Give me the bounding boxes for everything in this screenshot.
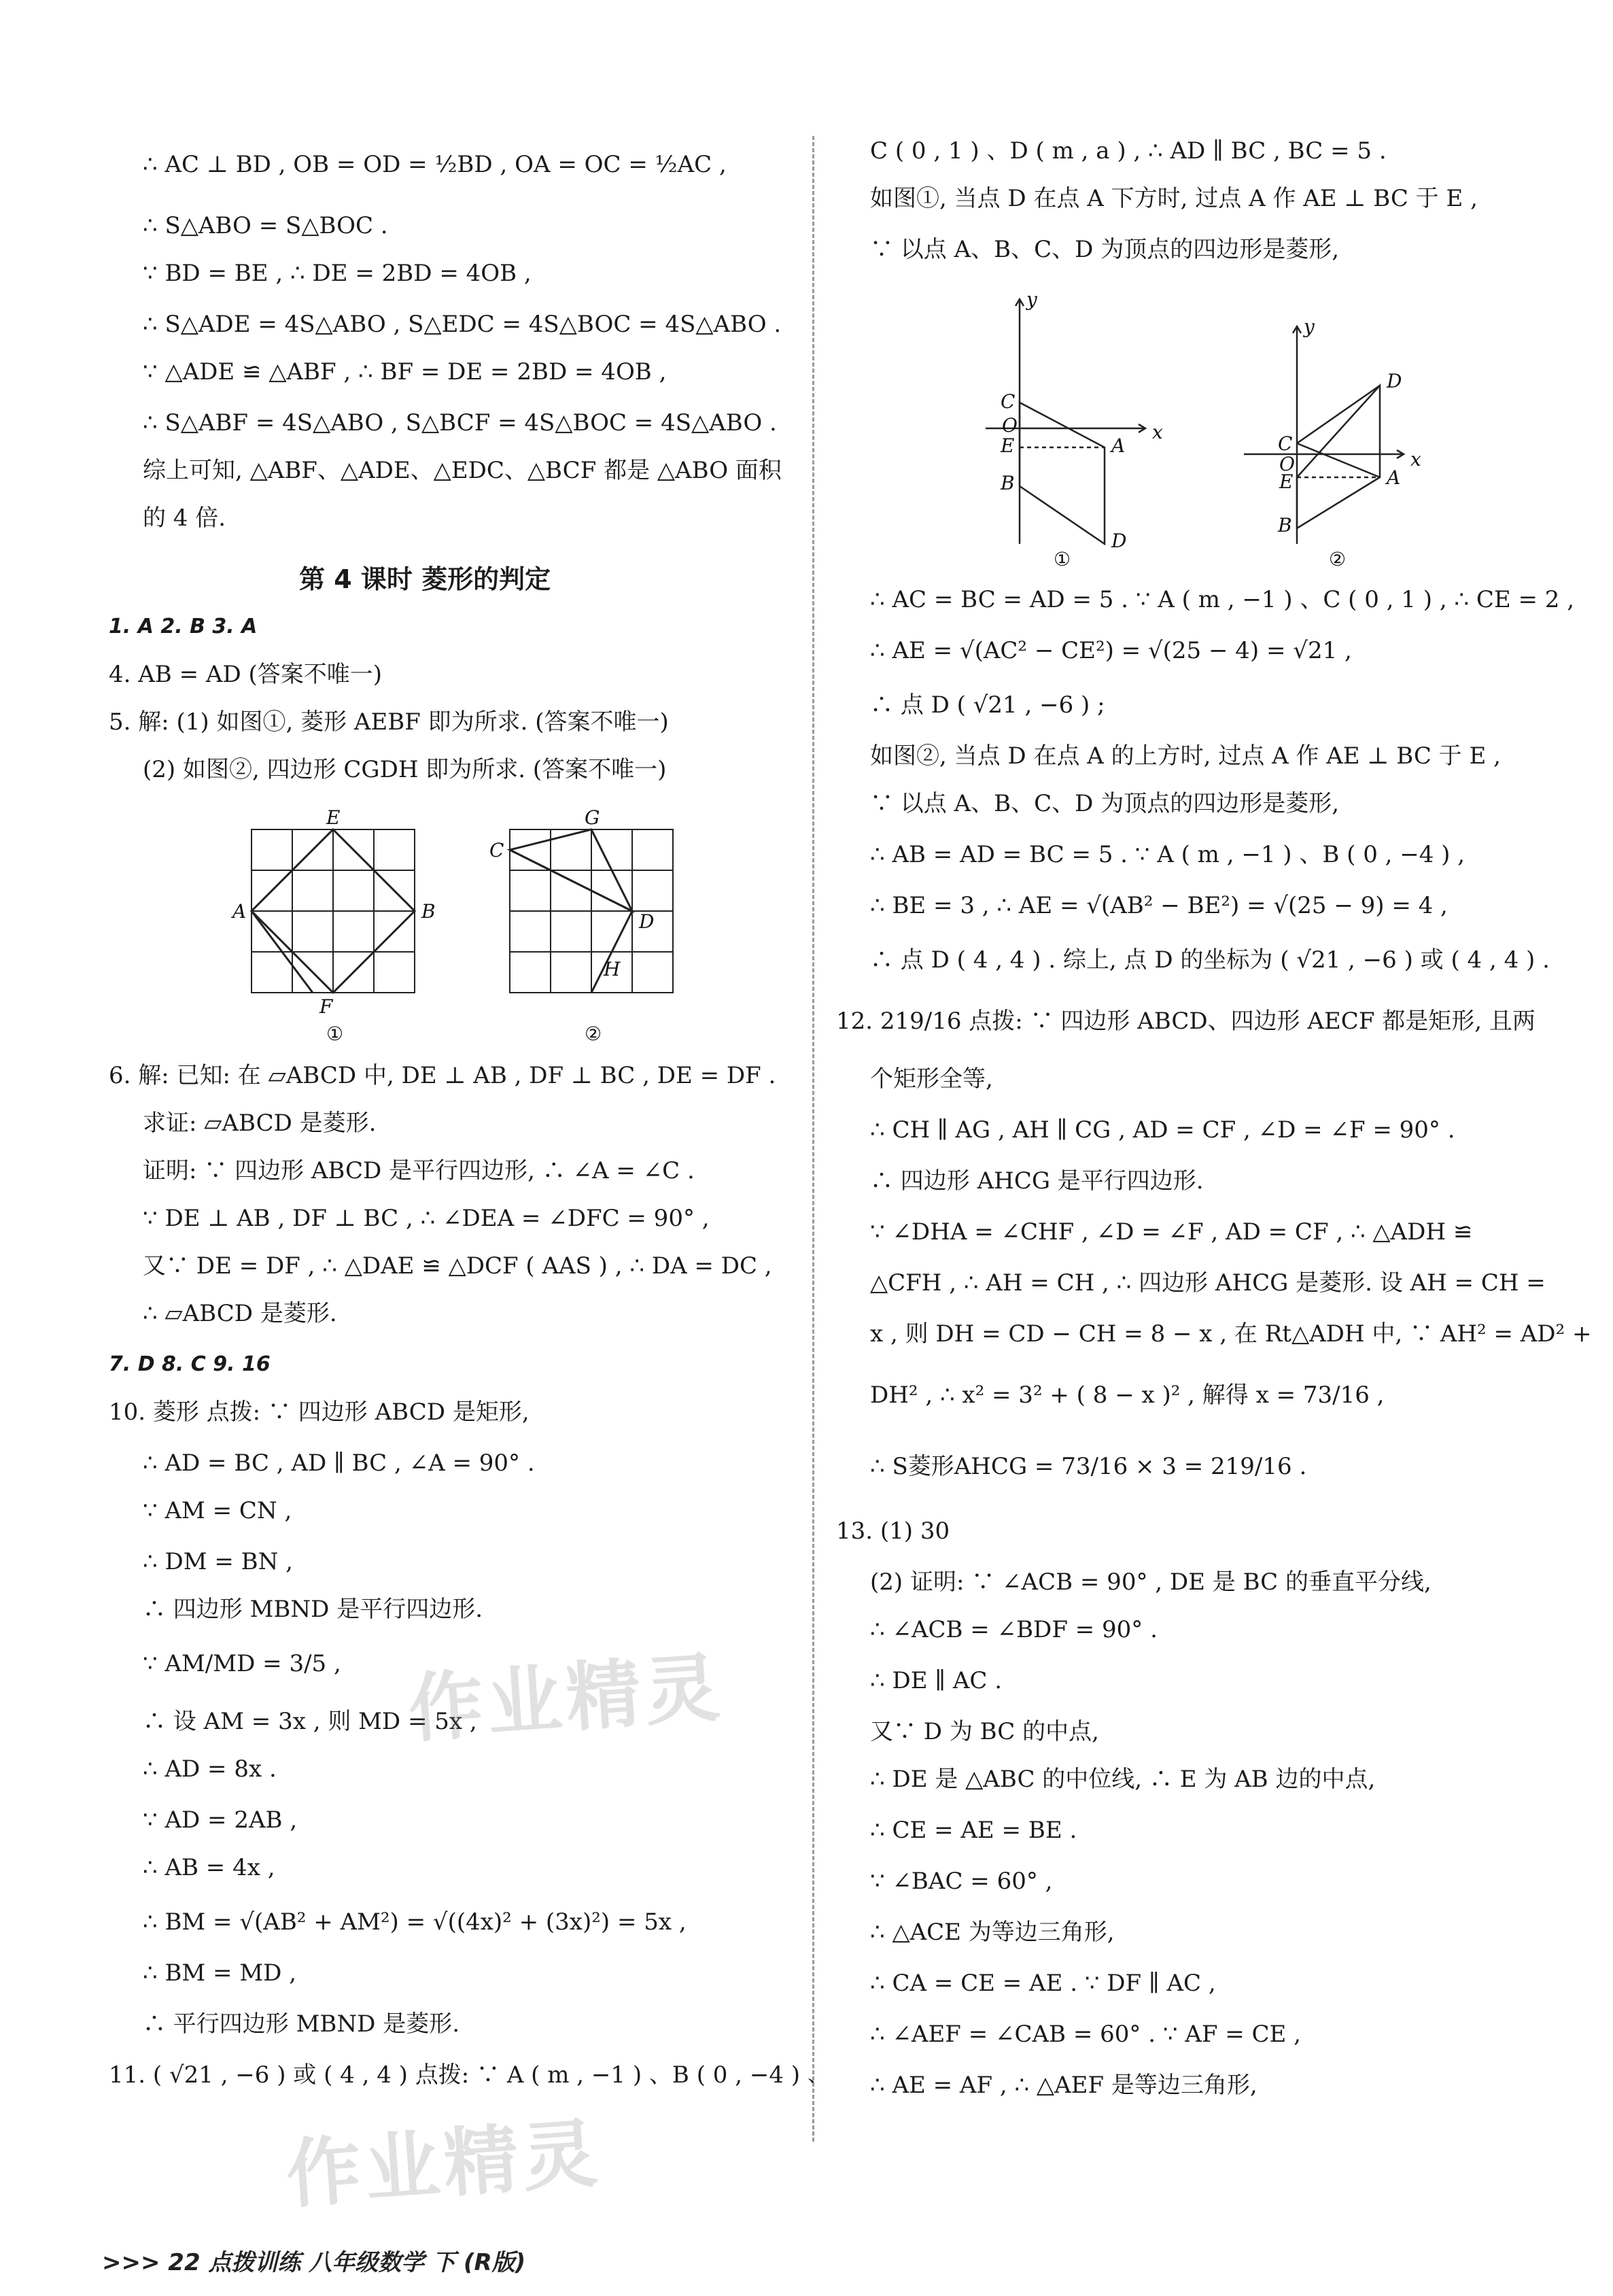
fig-label-2: ② (585, 1023, 602, 1045)
answer-10-line: ∴ DM = BN , (143, 1548, 293, 1575)
watermark: 作业精灵 (283, 2109, 604, 2219)
answer-6-line: ∵ DE ⊥ AB , DF ⊥ BC , ∴ ∠DEA = ∠DFC = 90° , (143, 1205, 710, 1232)
answer-10-line: 10. 菱形 点拨: ∵ 四边形 ABCD 是矩形, (109, 1399, 530, 1426)
label-E-1: E (1001, 434, 1015, 457)
answer-10-line: ∵ AD = 2AB , (143, 1806, 298, 1834)
answer-12-line: ∴ 四边形 AHCG 是平行四边形. (870, 1167, 1204, 1195)
answer-13-line: ∴ ∠AEF = ∠CAB = 60° . ∵ AF = CE , (870, 2021, 1301, 2048)
answer-5-part2: (2) 如图②, 四边形 CGDH 即为所求. (答案不唯一) (143, 756, 667, 783)
answer-13-line: ∴ CE = AE = BE . (870, 1817, 1077, 1844)
label-B: B (421, 900, 436, 923)
answer-10-line: ∴ BM = MD , (143, 1959, 297, 1987)
axis-x-2: x (1410, 448, 1421, 470)
label-C-1: C (1001, 390, 1016, 413)
answer-10-line: ∵ AM = CN , (143, 1497, 292, 1524)
axis-y-2: y (1304, 315, 1315, 338)
answer-13-line: ∴ CA = CE = AE . ∵ DF ∥ AC , (870, 1970, 1216, 1997)
answer-10-line: ∴ AB = 4x , (143, 1854, 275, 1881)
page-footer: >>> 22 点拨训练 八年级数学 下 (R版) (102, 2249, 526, 2276)
text-line: ∴ 点 D ( √21 , −6 ) ; (870, 691, 1105, 719)
text-line: 综上可知, △ABF、△ADE、△EDC、△BCF 都是 △ABO 面积 (143, 457, 782, 484)
label-E-2: E (1279, 470, 1294, 493)
answer-10-line: ∴ 设 AM = 3x , 则 MD = 5x , (143, 1708, 477, 1735)
text-line: C ( 0 , 1 ) 、D ( m , a ) , ∴ AD ∥ BC , BC = 5 . (870, 137, 1387, 165)
label-D: D (639, 910, 655, 933)
answer-13-line: 又∵ D 为 BC 的中点, (870, 1718, 1099, 1745)
answer-6-line: 求证: ▱ABCD 是菱形. (143, 1110, 377, 1137)
answer-12-line: ∴ CH ∥ AG , AH ∥ CG , AD = CF , ∠D = ∠F = 90° . (870, 1116, 1455, 1144)
answer-12-line: ∴ S菱形AHCG = 73/16 × 3 = 219/16 . (870, 1453, 1307, 1480)
text-line: ∵ △ADE ≌ △ABF , ∴ BF = DE = 2BD = 4OB , (143, 358, 667, 385)
label-B-2: B (1278, 514, 1292, 536)
answer-12-line: △CFH , ∴ AH = CH , ∴ 四边形 AHCG 是菱形. 设 AH = CH = (870, 1269, 1546, 1297)
label-B-1: B (1001, 472, 1015, 494)
label-H: H (604, 958, 621, 980)
label-A-2: A (1387, 466, 1401, 489)
figure-5-grids (231, 809, 707, 1067)
section-title: 第 4 课时 菱形的判定 (299, 564, 551, 594)
label-D-2: D (1387, 370, 1402, 392)
text-line: ∵ BD = BE , ∴ DE = 2BD = 4OB , (143, 260, 532, 287)
grid-1 (252, 829, 415, 993)
answer-12-line: ∵ ∠DHA = ∠CHF , ∠D = ∠F , AD = CF , ∴ △ADH ≌ (870, 1218, 1473, 1246)
answer-12-line: x , 则 DH = CD − CH = 8 − x , 在 Rt△ADH 中, ∵ AH² = AD² + (870, 1320, 1592, 1348)
label-F: F (319, 995, 333, 1018)
label-C-2: C (1278, 432, 1293, 455)
label-C: C (489, 839, 504, 861)
text-line: ∴ AC = BC = AD = 5 . ∵ A ( m , −1 ) 、C ( 0 , 1 ) , ∴ CE = 2 , (870, 586, 1575, 613)
answer-4: 4. AB = AD (答案不唯一) (109, 661, 383, 688)
label-E: E (326, 809, 341, 829)
answers-1-3: 1. A 2. B 3. A (109, 615, 258, 638)
text-line: ∴ AB = AD = BC = 5 . ∵ A ( m , −1 ) 、B ( 0 , −4 ) , (870, 841, 1465, 868)
text-line: ∴ S△ABO = S△BOC . (143, 212, 388, 239)
answer-13-line: ∴ DE ∥ AC . (870, 1667, 1003, 1694)
text-line: ∵ 以点 A、B、C、D 为顶点的四边形是菱形, (870, 790, 1340, 817)
fig-label-1: ① (326, 1023, 344, 1045)
answer-10-line: ∴ 四边形 MBND 是平行四边形. (143, 1596, 483, 1623)
fig-label-1: ① (1054, 548, 1071, 570)
text-line: ∴ S△ADE = 4S△ABO , S△EDC = 4S△BOC = 4S△ABO . (143, 311, 782, 338)
text-line: ∵ 以点 A、B、C、D 为顶点的四边形是菱形, (870, 236, 1340, 263)
diagram-2 (1244, 326, 1404, 544)
answer-12-line: 个矩形全等, (870, 1065, 993, 1093)
text-line: 如图②, 当点 D 在点 A 的上方时, 过点 A 作 AE ⊥ BC 于 E , (870, 742, 1501, 770)
label-A: A (232, 900, 247, 923)
answer-10-line: ∴ BM = √(AB² + AM²) = √((4x)² + (3x)²) = 5x , (143, 1908, 687, 1936)
watermark: 作业精灵 (405, 1643, 727, 1753)
text-line: ∴ S△ABF = 4S△ABO , S△BCF = 4S△BOC = 4S△ABO . (143, 409, 777, 436)
answer-5-part1: 5. 解: (1) 如图①, 菱形 AEBF 即为所求. (答案不唯一) (109, 708, 669, 736)
answer-13-line: (2) 证明: ∵ ∠ACB = 90° , DE 是 BC 的垂直平分线, (870, 1569, 1432, 1596)
answer-6-line: 6. 解: 已知: 在 ▱ABCD 中, DE ⊥ AB , DF ⊥ BC , DE = DF . (109, 1062, 776, 1089)
text-line: 的 4 倍. (143, 504, 226, 532)
label-A-1: A (1111, 434, 1126, 457)
answer-10-line: ∵ AM/MD = 3/5 , (143, 1650, 341, 1677)
answer-13-line: ∴ ∠ACB = ∠BDF = 90° . (870, 1616, 1158, 1643)
answer-10-line: ∴ AD = 8x . (143, 1755, 277, 1783)
label-D-1: D (1111, 530, 1127, 552)
answer-13-line: ∴ AE = AF , ∴ △AEF 是等边三角形, (870, 2072, 1258, 2099)
answers-7-9: 7. D 8. C 9. 16 (109, 1352, 271, 1376)
answer-13-line: 13. (1) 30 (836, 1518, 950, 1545)
fig-label-2: ② (1329, 548, 1347, 570)
axis-x-1: x (1152, 421, 1163, 443)
column-divider (812, 136, 814, 2142)
figure-11-diagrams (972, 286, 1461, 571)
answer-6-line: 又∵ DE = DF , ∴ △DAE ≌ △DCF ( AAS ) , ∴ DA = DC , (143, 1252, 772, 1280)
text-line: ∴ BE = 3 , ∴ AE = √(AB² − BE²) = √(25 − 9) = 4 , (870, 892, 1448, 919)
axis-y-1: y (1026, 288, 1037, 311)
answer-10-line: ∴ 平行四边形 MBND 是菱形. (143, 2010, 460, 2038)
answer-12-line: 12. 219/16 点拨: ∵ 四边形 ABCD、四边形 AECF 都是矩形, 且两 (836, 1008, 1536, 1035)
answer-11-start: 11. ( √21 , −6 ) 或 ( 4 , 4 ) 点拨: ∵ A ( m , −1 ) 、B ( 0 , −4 ) 、 (109, 2061, 831, 2089)
text-line: ∴ 点 D ( 4 , 4 ) . 综上, 点 D 的坐标为 ( √21 , −6 ) 或 ( 4 , 4 ) . (870, 946, 1550, 974)
text-line: ∴ AC ⊥ BD , OB = OD = ½BD , OA = OC = ½AC , (143, 151, 727, 178)
answer-6-line: 证明: ∵ 四边形 ABCD 是平行四边形, ∴ ∠A = ∠C . (143, 1157, 695, 1184)
text-line: 如图①, 当点 D 在点 A 下方时, 过点 A 作 AE ⊥ BC 于 E , (870, 185, 1478, 212)
answer-13-line: ∵ ∠BAC = 60° , (870, 1868, 1053, 1895)
label-O-1: O (1002, 414, 1018, 436)
answer-12-line: DH² , ∴ x² = 3² + ( 8 − x )² , 解得 x = 73/16 , (870, 1382, 1385, 1409)
text-line: ∴ AE = √(AC² − CE²) = √(25 − 4) = √21 , (870, 637, 1352, 664)
label-G: G (585, 809, 600, 829)
answer-6-line: ∴ ▱ABCD 是菱形. (143, 1300, 337, 1327)
answer-13-line: ∴ △ACE 为等边三角形, (870, 1919, 1115, 1946)
label-O-2: O (1279, 453, 1295, 475)
answer-13-line: ∴ DE 是 △ABC 的中位线, ∴ E 为 AB 边的中点, (870, 1766, 1376, 1793)
answer-10-line: ∴ AD = BC , AD ∥ BC , ∠A = 90° . (143, 1450, 535, 1477)
